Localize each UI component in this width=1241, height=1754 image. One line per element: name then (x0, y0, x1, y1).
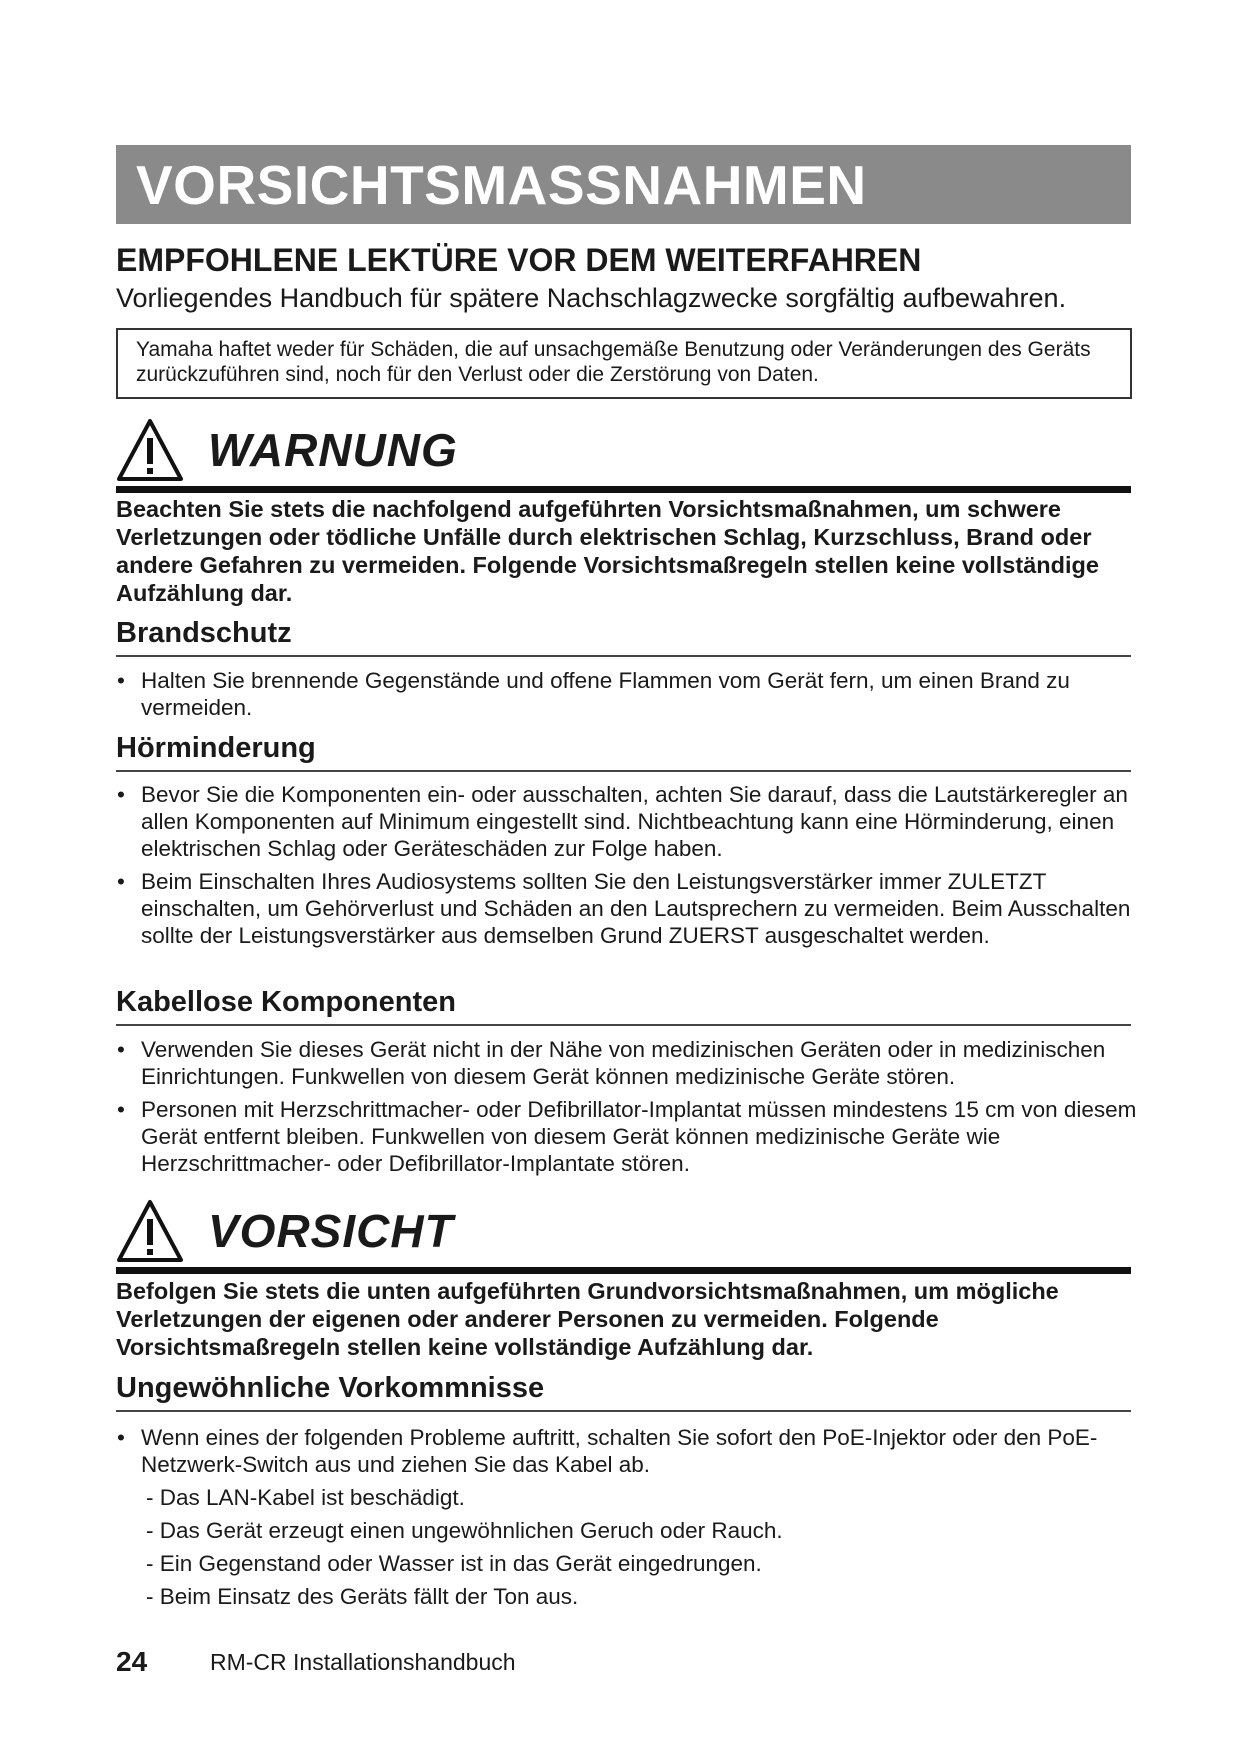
section-title-wireless: Kabellose Komponenten (116, 983, 1131, 1026)
list-item-text: Verwenden Sie dieses Gerät nicht in der Nähe von medizinischen Geräten oder in medizinischen Einrichtungen. Funkwellen von diesem Gerät können medizinische Geräte stören. (141, 1037, 1106, 1089)
caution-header (116, 1193, 1131, 1273)
recommended-reading-text: Vorliegendes Handbuch für spätere Nachschlagzwecke sorgfältig aufbewahren. (116, 283, 1067, 313)
bullet-glyph: • (117, 668, 125, 693)
sublist-item: - Beim Einsatz des Geräts fällt der Ton aus. (146, 1584, 579, 1609)
sublist-item: - Das Gerät erzeugt einen ungewöhnlichen Geruch oder Rauch. (146, 1518, 783, 1543)
document-title: RM-CR Installationshandbuch (210, 1649, 516, 1675)
sublist-item: - Das LAN-Kabel ist beschädigt. (146, 1485, 465, 1510)
caution-divider (116, 1267, 1131, 1274)
page-footer (116, 1645, 816, 1679)
bullet-glyph: • (117, 1037, 125, 1062)
section-title-hearing-loss: Hörminderung (116, 729, 1131, 772)
list-item-text: Bevor Sie die Komponenten ein- oder ausschalten, achten Sie darauf, dass die Lautstärkeregler an allen Komponenten auf Minimum eingestellt sind. Nichtbeachtung kann eine Hörminderung, einen elektrischen Schlag oder Geräteschäden zur Folge haben. (141, 782, 1128, 861)
list-item-text: Halten Sie brennende Gegenstände und offene Flammen vom Gerät fern, um einen Brand zu vermeiden. (141, 668, 1070, 720)
list-item-text: Personen mit Herzschrittmacher- oder Defibrillator-Implantat müssen mindestens 15 cm von diesem Gerät entfernt bleiben. Funkwellen von diesem Gerät können medizinische Geräte wie Herzschrittmacher- oder Defibrillator-Implantate stören. (141, 1097, 1137, 1176)
list-item (116, 1424, 1141, 1610)
hearing-loss-list (116, 781, 1141, 955)
fire-protection-list (116, 667, 1141, 727)
disclaimer-text: Yamaha haftet weder für Schäden, die auf unsachgemäße Benutzung oder Veränderungen des Geräts zurückzuführen sind, noch für den Verlust oder die Zerstörung von Daten. (136, 338, 1091, 386)
warning-label: WARNUNG (208, 424, 458, 476)
list-item-text: Beim Einschalten Ihres Audiosystems sollten Sie den Leistungsverstärker immer ZULETZT einschalten, um Gehörverlust und Schäden an den Lautsprechern zu vermeiden. Beim Ausschalten sollte der Leistungsverstärker aus demselben Grund ZUERST ausgeschaltet werden. (141, 869, 1131, 948)
bullet-glyph: • (117, 1097, 125, 1122)
caution-label: VORSICHT (208, 1205, 454, 1257)
page-title: VORSICHTSMASSNAHMEN (136, 154, 867, 216)
warning-header (116, 412, 1131, 492)
problem-sublist (141, 1484, 1141, 1610)
sublist-item: - Ein Gegenstand oder Wasser ist in das Gerät eingedrungen. (146, 1551, 762, 1576)
bullet-glyph: • (117, 782, 125, 807)
disclaimer-box (116, 328, 1132, 399)
warning-intro: Beachten Sie stets die nachfolgend aufgeführten Vorsichtsmaßnahmen, um schwere Verletzungen oder tödliche Unfälle durch elektrischen Schlag, Kurzschluss, Brand oder andere Gefahren zu vermeiden. Folgende Vorsichtsmaßregeln stellen keine vollständige Aufzählung dar. (116, 496, 1099, 606)
list-item (116, 781, 1141, 862)
list-item-text: Wenn eines der folgenden Probleme auftritt, schalten Sie sofort den PoE-Injektor oder den PoE-Netzwerk-Switch aus und ziehen Sie das Kabel ab. (141, 1425, 1098, 1477)
caution-triangle-icon (116, 1199, 184, 1263)
bullet-glyph: • (117, 1425, 125, 1450)
caution-intro: Befolgen Sie stets die unten aufgeführten Grundvorsichtsmaßnahmen, um mögliche Verletzungen der eigenen oder anderer Personen zu vermeiden. Folgende Vorsichtsmaßregeln stellen keine vollständige Aufzählung dar. (116, 1278, 1059, 1360)
warning-divider (116, 486, 1131, 493)
list-item (116, 1036, 1141, 1090)
unusual-events-list (116, 1424, 1141, 1616)
wireless-list (116, 1036, 1141, 1183)
section-title-fire-protection: Brandschutz (116, 614, 1131, 657)
section-title-unusual-events: Ungewöhnliche Vorkommnisse (116, 1369, 1131, 1412)
title-banner (116, 145, 1131, 224)
list-item (116, 868, 1141, 949)
page-number: 24 (116, 1646, 148, 1677)
warning-triangle-icon (116, 418, 184, 482)
bullet-glyph: • (117, 869, 125, 894)
recommended-reading-heading: EMPFOHLENE LEKTÜRE VOR DEM WEITERFAHREN (116, 242, 922, 278)
list-item (116, 1096, 1141, 1177)
list-item (116, 667, 1141, 721)
